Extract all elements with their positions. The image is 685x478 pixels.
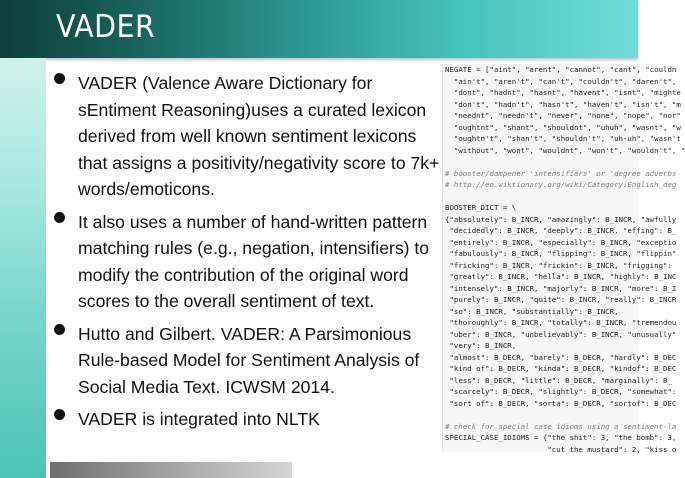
bullet-item — [48, 70, 440, 203]
code-line: "thoroughly": B_INCR, "totally": B_INCR, "tremendou — [445, 318, 677, 327]
code-line: "ain't", "aren't", "can't", "couldn't", "daren't", — [445, 76, 677, 86]
left-accent-bar — [0, 58, 46, 478]
code-comment-line: # check for special case idioms using a sentiment-la — [445, 421, 677, 431]
code-line: "fabulously": B_INCR, "flipping": B_INCR, "flippin" — [445, 249, 677, 258]
code-line: "uber": B_INCR, "unbelievably": B_INCR, "unusually" — [445, 329, 677, 339]
code-line: "oughtnt", "shant", "shouldnt", "uhuh", "wasnt", "w — [445, 122, 681, 132]
bullet-list — [48, 70, 440, 439]
bottom-accent-bar — [50, 462, 292, 478]
code-line: "fricking": B_INCR, "frickin": B_INCR, "frigging": — [445, 260, 672, 270]
code-comment-line: # http://en.wiktionary.org/wiki/Category:English_deg — [445, 180, 677, 189]
bullet-text: VADER is integrated into NLTK — [78, 409, 320, 429]
code-line: "without", "wont", "wouldnt", "won't", "wouldn't", " — [445, 145, 685, 155]
bullet-item — [48, 209, 440, 315]
code-line: "neednt", "needn't", "never", "none", "nope", "nor" — [445, 111, 681, 120]
code-line — [443, 409, 639, 421]
code-line — [443, 191, 639, 203]
code-line: "oughtn't", "shan't", "shouldn't", "uh-uh", "wasn't — [445, 134, 681, 143]
code-line: BOOSTER_DICT = \ — [445, 203, 517, 212]
code-line: NEGATE = ["aint", "arent", "cannot", "cant", "couldn — [445, 65, 677, 74]
code-line: "almost": B_DECR, "barely": B_DECR, "hardly": B_DEC — [445, 352, 677, 362]
code-line: "don't", "hadn't", "hasn't", "haven't", "isn't", "m — [445, 99, 681, 109]
code-line — [443, 156, 639, 168]
code-line: "cut the mustard": 2, "kiss o — [445, 444, 677, 454]
bullet-dot-icon — [54, 212, 65, 223]
bullet-dot-icon — [54, 409, 65, 420]
code-line: SPECIAL_CASE_IDIOMS = {"the shit": 3, "the bomb": 3, — [445, 433, 677, 442]
code-line: "sort of": B_DECR, "sorta": B_DECR, "sortof": B_DEC — [445, 398, 677, 408]
code-line: "purely": B_INCR, "quite": B_INCR, "really": B_INCR — [445, 295, 677, 304]
bullet-dot-icon — [54, 73, 65, 84]
bullet-text: It also uses a number of hand-written pattern matching rules (e.g., negation, intensifiers) to modify the contribution of the original word scores to the overall sentiment of text. — [78, 211, 430, 311]
code-line: "dont", "hadnt", "hasnt", "havent", "isnt", "mighte — [445, 88, 681, 97]
title-bar — [0, 0, 638, 58]
code-screenshot — [442, 64, 685, 454]
code-line: "greatly": B_INCR, "hella": B_INCR, "highly": B_INC — [445, 272, 677, 281]
code-line: {"absolutely": B_INCR, "amazingly": B_INCR, "awfully — [445, 214, 677, 224]
code-line: "very": B_INCR, — [445, 341, 517, 350]
bullet-text: Hutto and Gilbert. VADER: A Parsimonious Rule-based Model for Sentiment Analysis of Social Media Text. ICWSM 2014. — [78, 323, 420, 397]
code-line: "scarcely": B_DECR, "slightly": B_DECR, "somewhat": — [445, 387, 677, 396]
bullet-item — [48, 406, 440, 433]
slide-title: VADER — [56, 9, 156, 45]
code-line: "entirely": B_INCR, "especially": B_INCR, "exceptio — [445, 237, 677, 247]
code-line: "intensely": B_INCR, "majorly": B_INCR, "more": B_I — [445, 283, 677, 293]
code-comment-line: # booster/dampener 'intensifiers' or 'degree adverbs — [445, 168, 677, 178]
bullet-item — [48, 321, 440, 401]
code-line: "kind of": B_DECR, "kinda": B_DECR, "kindof": B_DEC — [445, 364, 677, 373]
code-line: "decidedly": B_INCR, "deeply": B_INCR, "effing": B_ — [445, 226, 677, 235]
code-line: "less": B_DECR, "little": B_DECR, "marginally": B_ — [445, 375, 672, 385]
bullet-text: VADER (Valence Aware Dictionary for sEntiment Reasoning)uses a curated lexicon derived from well known sentiment lexicons that assigns a positivity/negativity score to 7k+ words/emoticons. — [78, 73, 440, 199]
code-line: "so": B_INCR, "substantially": B_INCR, — [445, 306, 619, 316]
bullet-dot-icon — [54, 324, 65, 335]
